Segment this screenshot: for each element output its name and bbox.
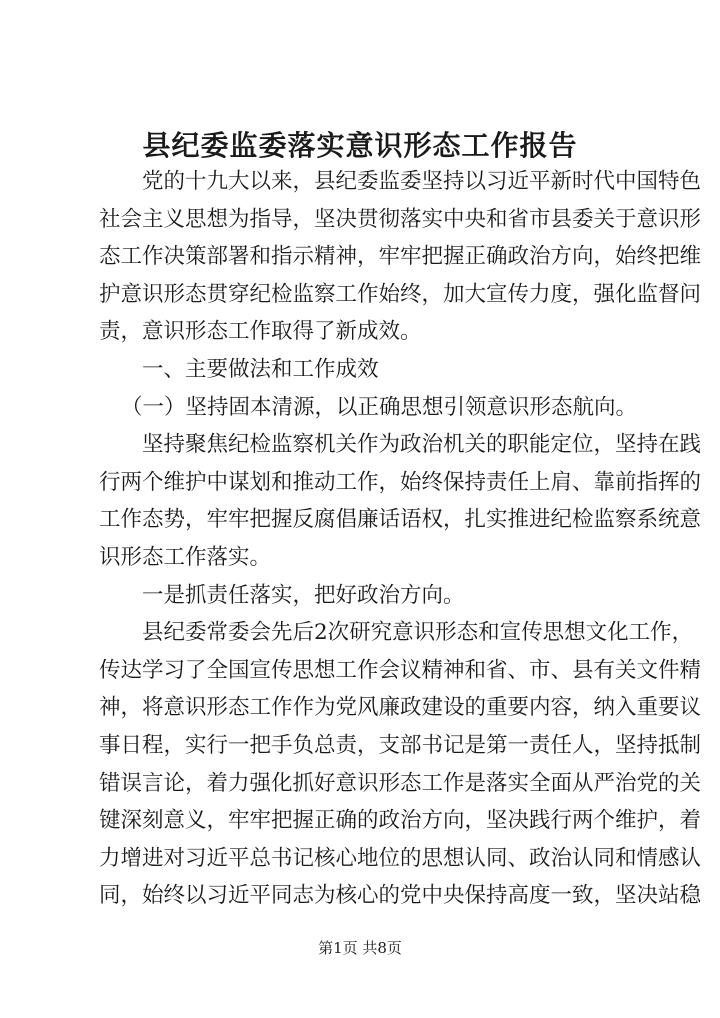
paragraph-line: 县纪委常委会先后2次研究意识形态和宣传思想文化工作， [142, 620, 694, 646]
paragraph-line: 坚持聚焦纪检监察机关作为政治机关的职能定位，坚持在践 [142, 432, 702, 458]
paragraph-line: 键深刻意义，牢牢把握正确的政治方向，坚决践行两个维护，着 [99, 808, 702, 834]
paragraph-line: 识形态工作落实。 [99, 544, 272, 570]
paragraph-line: 党的十九大以来，县纪委监委坚持以习近平新时代中国特色 [142, 169, 702, 194]
point-heading: 一是抓责任落实，把好政治方向。 [142, 582, 465, 608]
paragraph-line: 行两个维护中谋划和推动工作，始终保持责任上肩、靠前指挥的 [99, 469, 702, 495]
page-number-footer: 第1页 共8页 [318, 939, 402, 957]
section-heading: 一、主要做法和工作成效 [142, 356, 379, 382]
paragraph-line: 同，始终以习近平同志为核心的党中央保持高度一致，坚决站稳 [99, 883, 702, 909]
document-body [99, 163, 702, 915]
paragraph-line: 传达学习了全国宣传思想工作会议精神和省、市、县有关文件精 [99, 657, 702, 683]
paragraph-line: 责，意识形态工作取得了新成效。 [99, 319, 422, 345]
paragraph-line: 工作态势，牢牢把握反腐倡廉话语权，扎实推进纪检监察系统意 [99, 507, 702, 533]
paragraph-line: 错误言论，着力强化抓好意识形态工作是落实全面从严治党的关 [99, 770, 702, 796]
paragraph-line: 态工作决策部署和指示精神，牢牢把握正确政治方向，始终把维 [99, 244, 702, 270]
paragraph-line: 护意识形态贯穿纪检监察工作始终，加大宣传力度，强化监督问 [99, 281, 702, 307]
paragraph-line: 社会主义思想为指导，坚决贯彻落实中央和省市县委关于意识形 [99, 206, 702, 232]
subsection-heading: （一）坚持固本清源，以正确思想引领意识形态航向。 [121, 394, 638, 420]
paragraph-line: 神，将意识形态工作作为党风廉政建设的重要内容，纳入重要议 [99, 695, 702, 721]
paragraph-line: 事日程，实行一把手负总责，支部书记是第一责任人，坚持抵制 [99, 732, 702, 758]
paragraph-line: 力增进对习近平总书记核心地位的思想认同、政治认同和情感认 [99, 845, 702, 871]
document-title: 县纪委监委落实意识形态工作报告 [142, 129, 578, 162]
